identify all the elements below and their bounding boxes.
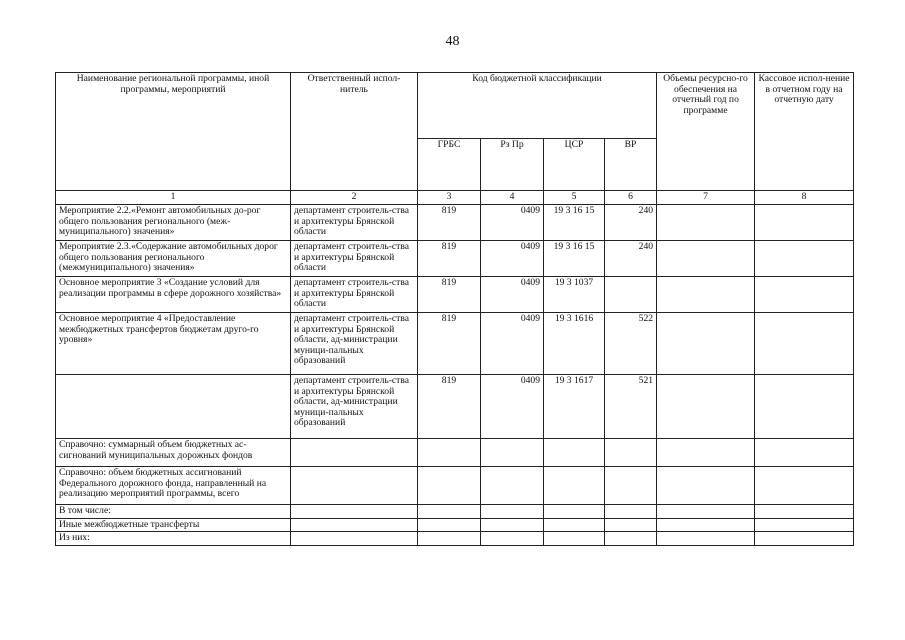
row-volume (657, 205, 755, 241)
table-row (56, 532, 854, 546)
row-volume (657, 313, 755, 375)
row-name (56, 375, 291, 439)
table-row (56, 205, 854, 241)
row-name: Основное мероприятие 3 «Создание условий для реализации программы в сфере дорожного хозяйства» (56, 277, 291, 313)
row-grbs (418, 439, 481, 467)
row-grbs: 819 (418, 313, 481, 375)
budget-table (55, 72, 854, 546)
page-number: 48 (445, 34, 460, 49)
row-volume (657, 467, 755, 505)
row-responsible: департамент строитель-ства и архитектуры Брянской области (291, 205, 418, 241)
column-number: 6 (605, 191, 657, 205)
row-vr: 240 (605, 241, 657, 277)
column-number: 7 (657, 191, 755, 205)
row-grbs: 819 (418, 241, 481, 277)
row-rzpr: 0409 (481, 375, 544, 439)
row-csr: 19 3 1617 (544, 375, 605, 439)
header-responsible: Ответственный испол-нитель (291, 73, 418, 191)
table-row (56, 313, 854, 375)
row-vr (605, 518, 657, 532)
row-grbs (418, 532, 481, 546)
table-row (56, 375, 854, 439)
row-cash (755, 532, 854, 546)
row-cash (755, 205, 854, 241)
column-number: 5 (544, 191, 605, 205)
row-rzpr (481, 532, 544, 546)
header-cash: Кассовое испол-нение в отчетном году на отчетную дату (755, 73, 854, 191)
column-number: 4 (481, 191, 544, 205)
row-cash (755, 505, 854, 519)
row-volume (657, 241, 755, 277)
header-grbs: ГРБС (418, 139, 481, 191)
row-rzpr: 0409 (481, 205, 544, 241)
row-vr (605, 532, 657, 546)
row-grbs: 819 (418, 277, 481, 313)
row-vr: 240 (605, 205, 657, 241)
row-rzpr (481, 505, 544, 519)
table-row (56, 241, 854, 277)
row-rzpr (481, 467, 544, 505)
table-row (56, 277, 854, 313)
row-responsible (291, 467, 418, 505)
row-responsible: департамент строитель-ства и архитектуры Брянской области (291, 241, 418, 277)
table-row (56, 439, 854, 467)
row-vr: 522 (605, 313, 657, 375)
row-vr (605, 439, 657, 467)
row-name: В том числе: (56, 505, 291, 519)
row-csr: 19 3 16 15 (544, 241, 605, 277)
row-responsible: департамент строитель-ства и архитектуры Брянской области (291, 277, 418, 313)
row-responsible (291, 518, 418, 532)
row-cash (755, 313, 854, 375)
table-row (56, 505, 854, 519)
row-responsible (291, 532, 418, 546)
row-vr (605, 505, 657, 519)
row-csr: 19 3 1616 (544, 313, 605, 375)
row-csr (544, 532, 605, 546)
row-name: Из них: (56, 532, 291, 546)
header-rzpr: Рз Пр (481, 139, 544, 191)
row-cash (755, 467, 854, 505)
row-rzpr (481, 439, 544, 467)
column-number: 3 (418, 191, 481, 205)
header-vr: ВР (605, 139, 657, 191)
row-name: Иные межбюджетные трансферты (56, 518, 291, 532)
row-csr (544, 505, 605, 519)
row-csr (544, 439, 605, 467)
column-number: 8 (755, 191, 854, 205)
header-budget-code: Код бюджетной классификации (418, 73, 657, 139)
row-grbs: 819 (418, 375, 481, 439)
row-cash (755, 375, 854, 439)
row-rzpr (481, 518, 544, 532)
row-csr: 19 3 16 15 (544, 205, 605, 241)
row-volume (657, 518, 755, 532)
row-cash (755, 277, 854, 313)
row-rzpr: 0409 (481, 241, 544, 277)
row-vr: 521 (605, 375, 657, 439)
row-name: Справочно: объем бюджетных ассигнований Федерального дорожного фонда, направленный на реализацию мероприятий программы, всего (56, 467, 291, 505)
row-csr: 19 3 1037 (544, 277, 605, 313)
column-number: 1 (56, 191, 291, 205)
row-csr (544, 467, 605, 505)
row-responsible (291, 505, 418, 519)
row-cash (755, 439, 854, 467)
row-cash (755, 518, 854, 532)
row-responsible: департамент строитель-ства и архитектуры Брянской области, ад-министрации муници-пальных образований (291, 375, 418, 439)
header-name: Наименование региональной программы, иной программы, мероприятий (56, 73, 291, 191)
row-vr (605, 277, 657, 313)
row-responsible: департамент строитель-ства и архитектуры Брянской области, ад-министрации муници-пальных образований (291, 313, 418, 375)
row-volume (657, 505, 755, 519)
row-grbs (418, 467, 481, 505)
table-row (56, 518, 854, 532)
row-name: Мероприятие 2.2.«Ремонт автомобильных до-рог общего пользования регионального (меж-муниципального) значения» (56, 205, 291, 241)
header-csr: ЦСР (544, 139, 605, 191)
row-volume (657, 375, 755, 439)
row-volume (657, 277, 755, 313)
row-name: Основное мероприятие 4 «Предоставление межбюджетных трансфертов бюджетам друго-го уровня» (56, 313, 291, 375)
row-name: Справочно: суммарный объем бюджетных ас-сигнований муниципальных дорожных фондов (56, 439, 291, 467)
row-vr (605, 467, 657, 505)
row-csr (544, 518, 605, 532)
column-number: 2 (291, 191, 418, 205)
column-number-row (56, 191, 854, 205)
row-grbs (418, 505, 481, 519)
row-volume (657, 532, 755, 546)
table-row (56, 467, 854, 505)
row-grbs (418, 518, 481, 532)
row-rzpr: 0409 (481, 313, 544, 375)
row-grbs: 819 (418, 205, 481, 241)
row-volume (657, 439, 755, 467)
row-cash (755, 241, 854, 277)
row-rzpr: 0409 (481, 277, 544, 313)
header-volumes: Объемы ресурсно-го обеспечения на отчетный год по программе (657, 73, 755, 191)
row-responsible (291, 439, 418, 467)
row-name: Мероприятие 2.3.«Содержание автомобильных дорог общего пользования регионального (межмуниципального) значения» (56, 241, 291, 277)
